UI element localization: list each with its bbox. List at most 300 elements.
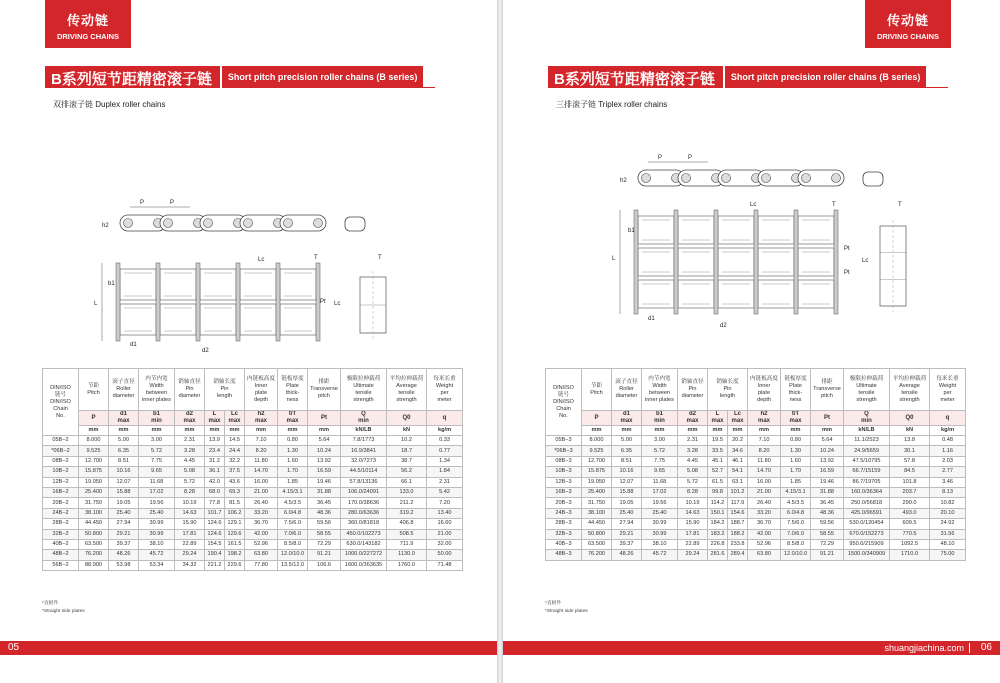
table-cell: 30.1 bbox=[890, 446, 930, 456]
table-cell: 08B−3 bbox=[546, 456, 582, 466]
table-cell: 319.2 bbox=[387, 508, 427, 518]
right-page bbox=[503, 0, 1000, 683]
table-row bbox=[546, 456, 966, 466]
table-cell: 10.24 bbox=[811, 446, 844, 456]
table-cell: 23.4 bbox=[205, 446, 225, 456]
table-cell: 9.525 bbox=[79, 446, 109, 456]
table-cell: 50.800 bbox=[582, 529, 612, 539]
table-cell: 48B−2 bbox=[43, 550, 79, 560]
column-symbol: h2 max bbox=[748, 411, 781, 426]
table-cell: 10.16 bbox=[612, 467, 642, 477]
column-header: 极限拉伸载荷 Ultimate tensile strength bbox=[844, 369, 890, 411]
dimension-label: Lc bbox=[862, 258, 869, 264]
table-cell: 1.30 bbox=[278, 446, 308, 456]
column-unit: mm bbox=[811, 426, 844, 436]
column-header: 滚子直径 Roller diameter bbox=[109, 369, 139, 411]
column-unit: mm bbox=[245, 426, 278, 436]
plate-section bbox=[863, 172, 883, 186]
title-rule bbox=[423, 66, 435, 88]
table-cell: 1710.0 bbox=[890, 550, 930, 560]
plate-outline bbox=[798, 280, 834, 308]
table-cell: 15.90 bbox=[678, 519, 708, 529]
table-cell: 48B−3 bbox=[546, 550, 582, 560]
table-cell: 0.80 bbox=[781, 436, 811, 446]
dimension-label: d2 bbox=[720, 323, 727, 329]
table-cell: 226.8 bbox=[708, 539, 728, 549]
table-cell: 36.45 bbox=[811, 498, 844, 508]
column-header: 每米长重 Weight per meter bbox=[930, 369, 966, 411]
column-unit: mm bbox=[612, 426, 642, 436]
table-cell: 48.36 bbox=[308, 508, 341, 518]
table-cell: 19.050 bbox=[582, 477, 612, 487]
table-cell: 190.4 bbox=[205, 550, 225, 560]
table-row bbox=[43, 456, 463, 466]
table-cell: 8.51 bbox=[612, 456, 642, 466]
column-header: 内节内宽 Width between inner plates bbox=[139, 369, 175, 411]
column-symbol: Q min bbox=[341, 411, 387, 426]
table-cell: 44.450 bbox=[582, 519, 612, 529]
dimension-label: b1 bbox=[628, 228, 635, 234]
table-cell: 10B−3 bbox=[546, 467, 582, 477]
table-cell: 7.10 bbox=[748, 436, 781, 446]
table-cell: 84.5 bbox=[890, 467, 930, 477]
table-cell: 24.9/5659 bbox=[844, 446, 890, 456]
table-cell: 38.100 bbox=[79, 508, 109, 518]
column-symbol: d1 max bbox=[109, 411, 139, 426]
table-cell: 0.80 bbox=[278, 436, 308, 446]
table-cell: 8.20 bbox=[245, 446, 278, 456]
table-row bbox=[43, 560, 463, 570]
column-header: DIN/ISO 链号 DIN/ISO Chain No. bbox=[546, 369, 582, 436]
table-cell: 12.0/10.0 bbox=[781, 550, 811, 560]
column-unit: kN/LB bbox=[341, 426, 387, 436]
table-cell: 44.5/10114 bbox=[341, 467, 387, 477]
table-cell: 69.3 bbox=[225, 487, 245, 497]
table-cell: 50.00 bbox=[427, 550, 463, 560]
plate-outline bbox=[200, 304, 236, 335]
dimension-label: P bbox=[140, 200, 145, 206]
pin bbox=[794, 210, 798, 314]
table-cell: 44.450 bbox=[79, 519, 109, 529]
table-cell: 12.07 bbox=[109, 477, 139, 487]
column-header: 链板厚度 Plate thick- ness bbox=[278, 369, 308, 411]
dimension-label: Pt bbox=[844, 270, 850, 276]
table-cell: 38.10 bbox=[642, 539, 678, 549]
table-cell: *06B−2 bbox=[43, 446, 79, 456]
column-header: DIN/ISO 链号 DIN/ISO Chain No. bbox=[43, 369, 79, 436]
table-cell: 5.08 bbox=[678, 467, 708, 477]
table-cell: 124.6 bbox=[205, 519, 225, 529]
column-unit: kg/m bbox=[427, 426, 463, 436]
table-cell: 42.00 bbox=[245, 529, 278, 539]
column-header: 销轴长度 Pin length bbox=[708, 369, 748, 411]
dimension-label: T bbox=[898, 202, 902, 208]
footnote-cn: *直板件 bbox=[545, 601, 562, 606]
table-cell: 24.4 bbox=[225, 446, 245, 456]
table-cell: 17.81 bbox=[175, 529, 205, 539]
table-cell: 188.2 bbox=[728, 529, 748, 539]
section-title bbox=[548, 66, 948, 88]
table-cell: 133.0 bbox=[387, 487, 427, 497]
table-cell: 34.6 bbox=[728, 446, 748, 456]
table-cell: 19.050 bbox=[79, 477, 109, 487]
roller bbox=[284, 219, 293, 228]
dimension-label: Lc bbox=[258, 257, 265, 263]
table-cell: 8.000 bbox=[79, 436, 109, 446]
table-cell: 16B−2 bbox=[43, 487, 79, 497]
footnote-en: *Straight side plates bbox=[545, 609, 588, 614]
roller bbox=[682, 174, 691, 183]
table-cell: 1.60 bbox=[278, 456, 308, 466]
column-symbol: h2 max bbox=[245, 411, 278, 426]
column-unit: mm bbox=[109, 426, 139, 436]
table-cell: 129.1 bbox=[225, 519, 245, 529]
table-cell: 57.8 bbox=[890, 456, 930, 466]
table-cell: 39.37 bbox=[612, 539, 642, 549]
column-unit: kN bbox=[890, 426, 930, 436]
table-cell: 1.30 bbox=[781, 446, 811, 456]
table-cell: 114.2 bbox=[708, 498, 728, 508]
column-header: 销轴长度 Pin length bbox=[205, 369, 245, 411]
table-cell: 10B−2 bbox=[43, 467, 79, 477]
dimension-label: h2 bbox=[620, 178, 627, 184]
dimension-label: d2 bbox=[202, 348, 209, 354]
table-cell: 29.21 bbox=[612, 529, 642, 539]
table-row bbox=[546, 467, 966, 477]
column-unit: mm bbox=[308, 426, 341, 436]
table-cell: 450.0/102273 bbox=[341, 529, 387, 539]
table-cell: 124.6 bbox=[205, 529, 225, 539]
column-symbol: t/T max bbox=[781, 411, 811, 426]
table-cell: 211.2 bbox=[387, 498, 427, 508]
pin bbox=[634, 210, 638, 314]
roller bbox=[244, 219, 253, 228]
table-cell: 1500.0/340909 bbox=[844, 550, 890, 560]
dimension-label: T bbox=[378, 255, 382, 261]
plate-section bbox=[345, 217, 365, 231]
dimension-label: d1 bbox=[648, 316, 655, 322]
category-tab-en: DRIVING CHAINS bbox=[876, 32, 940, 41]
column-header: 节距 Pitch bbox=[79, 369, 109, 411]
table-cell: 184.2 bbox=[708, 519, 728, 529]
column-symbol: Q min bbox=[844, 411, 890, 426]
column-unit: kN bbox=[387, 426, 427, 436]
column-header: 平均拉伸载荷 Average tensile strength bbox=[387, 369, 427, 411]
table-cell: 25.40 bbox=[109, 508, 139, 518]
plate-outline bbox=[678, 280, 714, 308]
table-cell: 56.2 bbox=[387, 467, 427, 477]
page-number: 05 bbox=[8, 642, 20, 653]
column-header: 滚子直径 Roller diameter bbox=[612, 369, 642, 411]
section-title-en: Short pitch precision roller chains (B series) bbox=[723, 66, 927, 88]
column-header: 排距 Transverse pitch bbox=[308, 369, 341, 411]
category-tab-cn: 传动链 bbox=[886, 13, 929, 28]
table-cell: 11.68 bbox=[642, 477, 678, 487]
table-cell: 99.8 bbox=[708, 487, 728, 497]
table-cell: 30.99 bbox=[139, 519, 175, 529]
pin bbox=[276, 263, 280, 341]
website: shuangjiachina.com bbox=[884, 643, 964, 653]
table-cell: 33.20 bbox=[245, 508, 278, 518]
table-cell: 9.65 bbox=[642, 467, 678, 477]
table-cell: 14.70 bbox=[245, 467, 278, 477]
table-cell: 33.20 bbox=[748, 508, 781, 518]
table-cell: 530.0/120454 bbox=[844, 519, 890, 529]
table-cell: 12.700 bbox=[582, 456, 612, 466]
table-cell: 5.00 bbox=[109, 436, 139, 446]
table-row bbox=[546, 477, 966, 487]
column-unit: mm bbox=[582, 426, 612, 436]
table-row bbox=[43, 477, 463, 487]
roller bbox=[832, 174, 841, 183]
table-cell: 48.26 bbox=[109, 550, 139, 560]
table-cell: 11.80 bbox=[245, 456, 278, 466]
column-symbol: q bbox=[930, 411, 966, 426]
table-cell: 28B−2 bbox=[43, 519, 79, 529]
dimension-label: Pt bbox=[844, 246, 850, 252]
table-cell: 13.5/12.0 bbox=[278, 560, 308, 570]
table-cell: 15.88 bbox=[109, 487, 139, 497]
table-cell: 16.60 bbox=[427, 519, 463, 529]
table-cell: 16.00 bbox=[748, 477, 781, 487]
table-cell: 05B−3 bbox=[546, 436, 582, 446]
table-cell: 10.19 bbox=[175, 498, 205, 508]
table-cell: 360.0/81818 bbox=[341, 519, 387, 529]
table-cell: 7.75 bbox=[642, 456, 678, 466]
table-cell: 154.6 bbox=[728, 508, 748, 518]
table-cell: 63.1 bbox=[728, 477, 748, 487]
table-cell: 250.0/56818 bbox=[844, 498, 890, 508]
column-symbol: L max bbox=[708, 411, 728, 426]
table-cell: 05B−2 bbox=[43, 436, 79, 446]
table-cell: 289.4 bbox=[728, 550, 748, 560]
table-cell: 36.70 bbox=[748, 519, 781, 529]
table-cell: 5.72 bbox=[678, 477, 708, 487]
table-cell: 24B−3 bbox=[546, 508, 582, 518]
table-cell: 8.13 bbox=[930, 487, 966, 497]
table-cell: 1.84 bbox=[427, 467, 463, 477]
table-cell: 4.15/3.1 bbox=[781, 487, 811, 497]
table-cell: 1.85 bbox=[781, 477, 811, 487]
footnote-en: *Straight side plates bbox=[42, 609, 85, 614]
column-unit: mm bbox=[748, 426, 781, 436]
table-cell: 61.5 bbox=[708, 477, 728, 487]
table-cell: 32.0/7273 bbox=[341, 456, 387, 466]
table-cell: 32B−2 bbox=[43, 529, 79, 539]
table-cell: 3.00 bbox=[139, 436, 175, 446]
table-cell: 7.0/6.0 bbox=[278, 529, 308, 539]
column-unit: mm bbox=[175, 426, 205, 436]
dimension-label: b1 bbox=[108, 281, 115, 287]
table-cell: 34.32 bbox=[175, 560, 205, 570]
table-cell: 38.10 bbox=[139, 539, 175, 549]
table-cell: 29.24 bbox=[678, 550, 708, 560]
table-cell: 19.05 bbox=[109, 498, 139, 508]
pin bbox=[834, 210, 838, 314]
table-cell: 129.6 bbox=[225, 529, 245, 539]
table-cell: 48.36 bbox=[811, 508, 844, 518]
table-cell: 22.89 bbox=[678, 539, 708, 549]
table-cell: 10.16 bbox=[109, 467, 139, 477]
table-cell: 28B−3 bbox=[546, 519, 582, 529]
table-cell: 0.77 bbox=[427, 446, 463, 456]
column-symbol: d2 max bbox=[175, 411, 205, 426]
column-header: 排距 Transverse pitch bbox=[811, 369, 844, 411]
table-cell: 45.1 bbox=[708, 456, 728, 466]
table-cell: 13.40 bbox=[427, 508, 463, 518]
table-cell: 25.40 bbox=[139, 508, 175, 518]
table-cell: 30.99 bbox=[139, 529, 175, 539]
table-cell: 13.92 bbox=[811, 456, 844, 466]
title-rule bbox=[926, 66, 948, 88]
table-cell: 6.0/4.8 bbox=[781, 508, 811, 518]
table-cell: 1.60 bbox=[781, 456, 811, 466]
page-footer bbox=[0, 641, 497, 655]
table-cell: 19.56 bbox=[139, 498, 175, 508]
table-cell: 31.88 bbox=[308, 487, 341, 497]
table-row bbox=[546, 436, 966, 446]
table-cell: 183.2 bbox=[708, 529, 728, 539]
table-cell: 63.500 bbox=[79, 539, 109, 549]
column-symbol: b1 min bbox=[139, 411, 175, 426]
subtitle: 三排滚子链 Triplex roller chains bbox=[556, 100, 668, 109]
column-header: 内链板高度 Inner plate depth bbox=[748, 369, 781, 411]
table-cell: 71.48 bbox=[427, 560, 463, 570]
plate-outline bbox=[240, 269, 276, 300]
table-cell: 1130.0 bbox=[387, 550, 427, 560]
column-unit: mm bbox=[781, 426, 811, 436]
table-cell: 38.100 bbox=[582, 508, 612, 518]
footer-separator bbox=[969, 643, 970, 653]
table-cell: 86.7/19705 bbox=[844, 477, 890, 487]
table-row bbox=[546, 487, 966, 497]
table-row bbox=[43, 539, 463, 549]
column-symbol: Pt bbox=[308, 411, 341, 426]
table-cell: 8.20 bbox=[748, 446, 781, 456]
table-cell: 16.00 bbox=[245, 477, 278, 487]
pin bbox=[236, 263, 240, 341]
table-cell: 3.28 bbox=[175, 446, 205, 456]
table-cell: 16.59 bbox=[811, 467, 844, 477]
table-cell: 7.75 bbox=[139, 456, 175, 466]
table-cell: 19.46 bbox=[811, 477, 844, 487]
table-cell: 91.21 bbox=[811, 550, 844, 560]
table-cell: 10.19 bbox=[678, 498, 708, 508]
column-header: 销轴直径 Pin diameter bbox=[678, 369, 708, 411]
table-cell: 12.0/10.0 bbox=[278, 550, 308, 560]
footnote bbox=[42, 600, 85, 616]
table-cell: 66.7/15159 bbox=[844, 467, 890, 477]
table-cell: 19.05 bbox=[612, 498, 642, 508]
table-row bbox=[546, 508, 966, 518]
table-cell: 59.56 bbox=[308, 519, 341, 529]
table-cell: 40B−2 bbox=[43, 539, 79, 549]
table-cell: 5.08 bbox=[175, 467, 205, 477]
column-header: 内节内宽 Width between inner plates bbox=[642, 369, 678, 411]
table-cell: 9.525 bbox=[582, 446, 612, 456]
table-cell: 711.9 bbox=[387, 539, 427, 549]
table-cell: 43.6 bbox=[225, 477, 245, 487]
pin bbox=[116, 263, 120, 341]
table-cell: 22.89 bbox=[175, 539, 205, 549]
table-cell: 150.1 bbox=[708, 508, 728, 518]
table-cell: 25.40 bbox=[612, 508, 642, 518]
table-cell: 14.63 bbox=[678, 508, 708, 518]
pin bbox=[156, 263, 160, 341]
table-cell: 53.34 bbox=[139, 560, 175, 570]
table-cell: 2.31 bbox=[678, 436, 708, 446]
table-cell: 1092.5 bbox=[890, 539, 930, 549]
table-cell: 154.5 bbox=[205, 539, 225, 549]
table-cell: 106.6 bbox=[308, 560, 341, 570]
pin bbox=[754, 210, 758, 314]
column-symbol: L max bbox=[205, 411, 225, 426]
table-cell: 77.80 bbox=[245, 560, 278, 570]
table-cell: 5.72 bbox=[139, 446, 175, 456]
table-cell: 3.46 bbox=[930, 477, 966, 487]
table-cell: 21.00 bbox=[245, 487, 278, 497]
column-unit: mm bbox=[642, 426, 678, 436]
dimension-label: P bbox=[688, 155, 693, 161]
column-header: 内链板高度 Inner plate depth bbox=[245, 369, 278, 411]
table-cell: 58.55 bbox=[308, 529, 341, 539]
table-cell: 7.8/1773 bbox=[341, 436, 387, 446]
table-cell: 14.63 bbox=[175, 508, 205, 518]
footnote bbox=[545, 600, 588, 616]
category-tab bbox=[45, 0, 131, 48]
category-tab-cn: 传动链 bbox=[66, 13, 109, 28]
plate-outline bbox=[718, 280, 754, 308]
table-cell: 13.9 bbox=[205, 436, 225, 446]
table-cell: 20B−2 bbox=[43, 498, 79, 508]
table-cell: 7.0/6.0 bbox=[781, 529, 811, 539]
left-page bbox=[0, 0, 497, 683]
column-unit: mm bbox=[678, 426, 708, 436]
table-cell: 7.5/6.0 bbox=[278, 519, 308, 529]
table-cell: 10.82 bbox=[930, 498, 966, 508]
column-symbol: b1 min bbox=[642, 411, 678, 426]
table-cell: 280.0/63636 bbox=[341, 508, 387, 518]
table-cell: 52.96 bbox=[748, 539, 781, 549]
table-cell: 1600.0/363635 bbox=[341, 560, 387, 570]
table-cell: 14.70 bbox=[748, 467, 781, 477]
triplex-chain-diagram bbox=[608, 150, 938, 335]
table-cell: 16B−3 bbox=[546, 487, 582, 497]
table-cell: 27.94 bbox=[109, 519, 139, 529]
table-cell: 63.500 bbox=[582, 539, 612, 549]
column-header: 链板厚度 Plate thick- ness bbox=[781, 369, 811, 411]
table-cell: 670.0/152273 bbox=[844, 529, 890, 539]
roller bbox=[164, 219, 173, 228]
table-cell: 27.94 bbox=[612, 519, 642, 529]
column-symbol: d2 max bbox=[678, 411, 708, 426]
column-unit: mm bbox=[79, 426, 109, 436]
category-tab bbox=[865, 0, 951, 48]
table-cell: 13.92 bbox=[308, 456, 341, 466]
table-cell: 4.45 bbox=[175, 456, 205, 466]
table-cell: 76.200 bbox=[79, 550, 109, 560]
table-cell: 5.64 bbox=[811, 436, 844, 446]
table-cell: 88.900 bbox=[79, 560, 109, 570]
table-cell: 59.56 bbox=[811, 519, 844, 529]
column-symbol: P bbox=[582, 411, 612, 426]
table-row bbox=[546, 519, 966, 529]
table-cell: 17.02 bbox=[642, 487, 678, 497]
table-cell: 19.46 bbox=[308, 477, 341, 487]
table-cell: 2.03 bbox=[930, 456, 966, 466]
table-cell: 1000.0/227272 bbox=[341, 550, 387, 560]
table-cell: 45.72 bbox=[139, 550, 175, 560]
